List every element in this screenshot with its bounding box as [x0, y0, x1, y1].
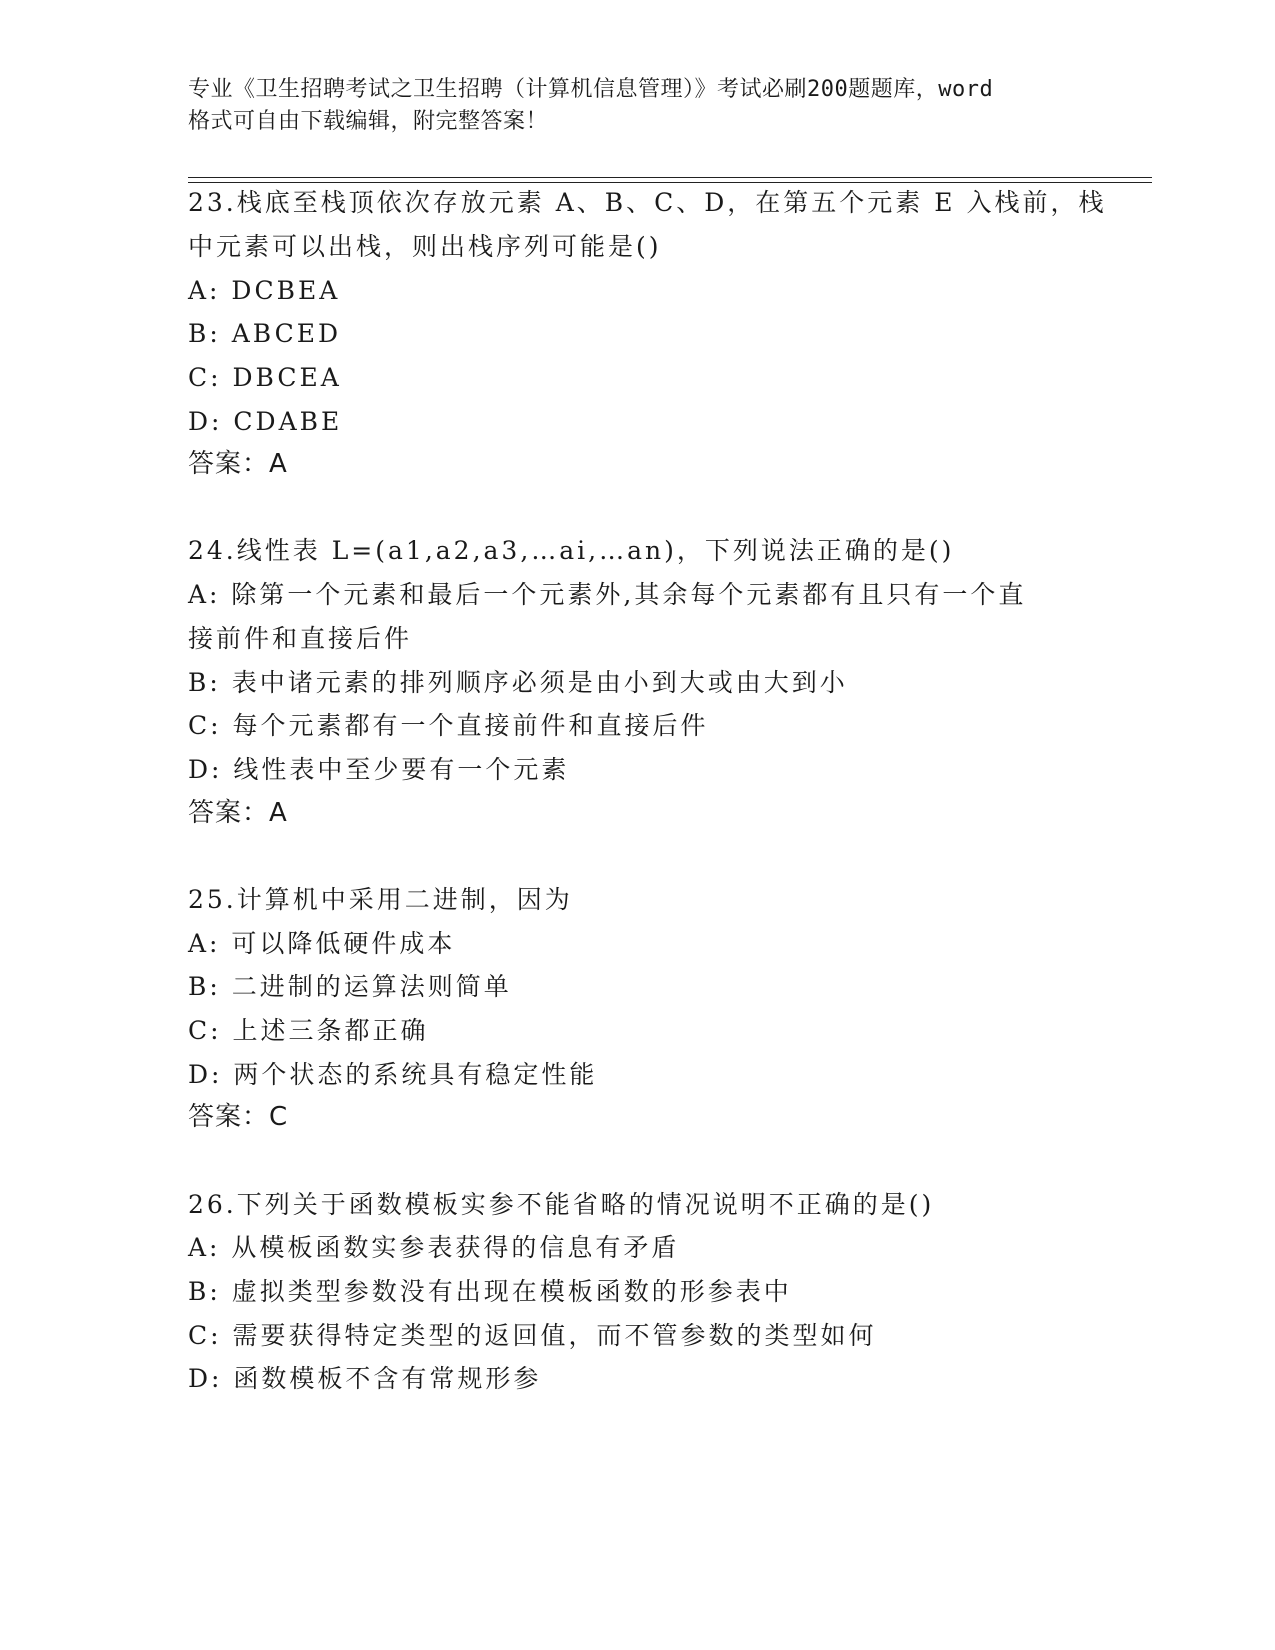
question-24-option-d: D: 线性表中至少要有一个元素 [188, 755, 570, 784]
question-24-option-a-line-1: A: 除第一个元素和最后一个元素外,其余每个元素都有且只有一个直 [188, 580, 1027, 609]
question-25-answer: 答案：C [188, 1102, 289, 1132]
document-header [188, 74, 1088, 138]
question-26-option-d: D: 函数模板不含有常规形参 [188, 1364, 542, 1393]
question-23-option-a: A: DCBEA [188, 276, 341, 305]
question-24-stem-line-1: 24.线性表 L=(a1,a2,a3,…ai,…an)，下列说法正确的是() [188, 536, 955, 565]
question-26-stem-line-1: 26.下列关于函数模板实参不能省略的情况说明不正确的是() [188, 1190, 935, 1219]
question-25-stem-line-1: 25.计算机中采用二进制，因为 [188, 885, 573, 914]
question-23-option-d: D: CDABE [188, 407, 343, 436]
question-26-option-a: A: 从模板函数实参表获得的信息有矛盾 [188, 1233, 680, 1262]
question-24-option-b: B: 表中诸元素的排列顺序必须是由小到大或由大到小 [188, 668, 848, 697]
header-line-2: 格式可自由下载编辑，附完整答案！ [188, 109, 549, 134]
question-24-option-c: C: 每个元素都有一个直接前件和直接后件 [188, 711, 709, 740]
question-23-option-c: C: DBCEA [188, 363, 342, 392]
question-24-answer: 答案：A [188, 798, 288, 828]
header-rule-bottom [188, 182, 1152, 183]
question-25-option-c: C: 上述三条都正确 [188, 1016, 429, 1045]
question-23-stem-line-2: 中元素可以出栈，则出栈序列可能是() [188, 232, 662, 261]
question-25-option-a: A: 可以降低硬件成本 [188, 929, 456, 958]
question-26-option-b: B: 虚拟类型参数没有出现在模板函数的形参表中 [188, 1277, 792, 1306]
header-line-1: 专业《卫生招聘考试之卫生招聘（计算机信息管理）》考试必刷200题题库，word [188, 77, 994, 102]
question-23-answer: 答案：A [188, 449, 288, 479]
question-25-option-b: B: 二进制的运算法则简单 [188, 972, 512, 1001]
question-23-stem-line-1: 23.栈底至栈顶依次存放元素 A、B、C、D，在第五个元素 E 入栈前，栈 [188, 188, 1107, 217]
header-rule-top [188, 177, 1152, 178]
question-26-option-c: C: 需要获得特定类型的返回值，而不管参数的类型如何 [188, 1321, 877, 1350]
question-24-option-a-line-2: 接前件和直接后件 [188, 624, 413, 653]
question-23-option-b: B: ABCED [188, 319, 342, 348]
question-25-option-d: D: 两个状态的系统具有稳定性能 [188, 1060, 598, 1089]
